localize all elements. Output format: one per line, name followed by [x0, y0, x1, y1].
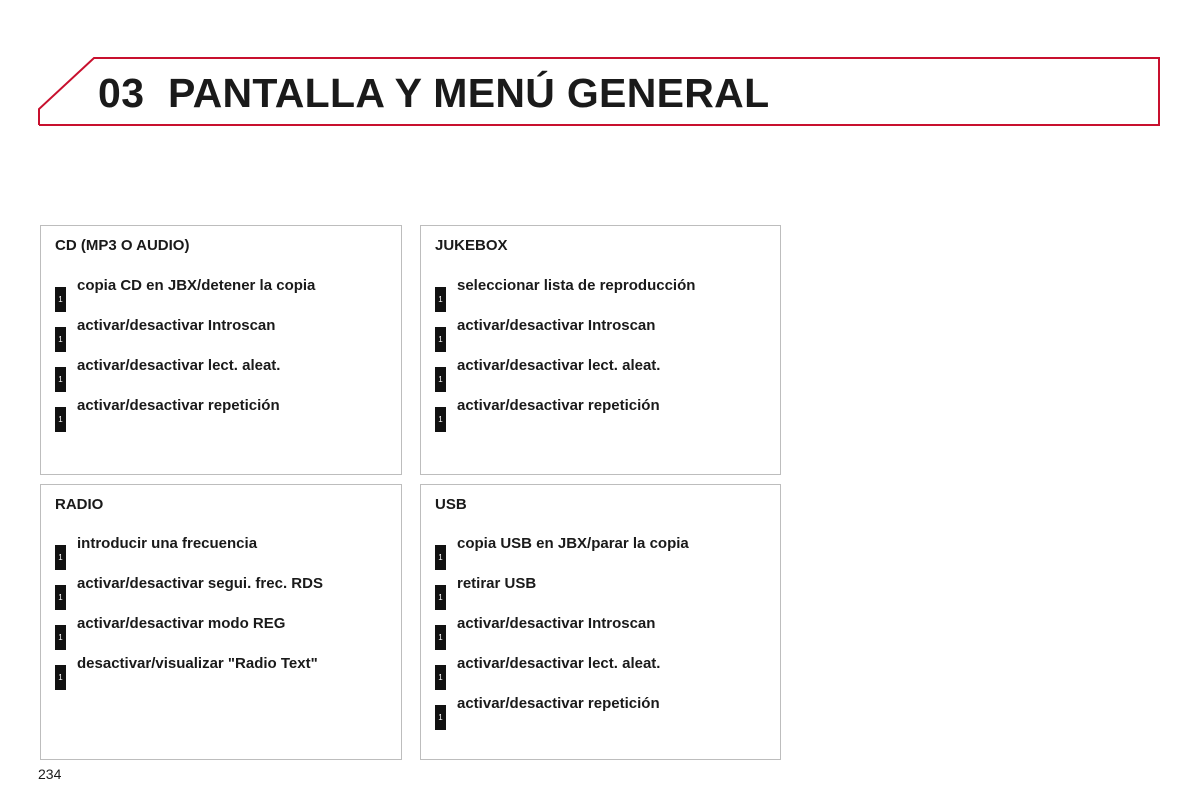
panel-title: JUKEBOX [435, 237, 508, 254]
chapter-number: 03 [98, 70, 145, 116]
step-badge: 1 [435, 287, 446, 312]
step-badge: 1 [55, 367, 66, 392]
step-badge: 1 [55, 327, 66, 352]
panel-cd [40, 225, 402, 475]
step-badge: 1 [435, 407, 446, 432]
step-badge: 1 [55, 585, 66, 610]
panel-jukebox [420, 225, 781, 475]
step-badge: 1 [55, 665, 66, 690]
step-badge: 1 [55, 545, 66, 570]
panel-title: RADIO [55, 496, 104, 513]
step-badge: 1 [55, 407, 66, 432]
step-badge: 1 [435, 327, 446, 352]
menu-item-label: activar/desactivar Introscan [77, 317, 276, 334]
page-title: PANTALLA Y MENÚ GENERAL [168, 70, 770, 116]
panel-title: CD (MP3 O AUDIO) [55, 237, 190, 254]
menu-item-label: copia CD en JBX/detener la copia [77, 277, 316, 294]
menu-item-label: desactivar/visualizar "Radio Text" [77, 655, 318, 672]
step-badge: 1 [435, 625, 446, 650]
menu-item-label: activar/desactivar Introscan [457, 615, 656, 632]
step-badge: 1 [435, 545, 446, 570]
panel-usb [420, 484, 781, 760]
menu-item-label: activar/desactivar lect. aleat. [457, 357, 661, 374]
menu-item-label: activar/desactivar lect. aleat. [77, 357, 281, 374]
chapter-header [38, 57, 1162, 128]
menu-item-label: seleccionar lista de reproducción [457, 277, 696, 294]
step-badge: 1 [55, 287, 66, 312]
step-badge: 1 [435, 665, 446, 690]
menu-item-label: activar/desactivar repetición [77, 397, 280, 414]
menu-item-label: activar/desactivar modo REG [77, 615, 286, 632]
menu-item-label: activar/desactivar lect. aleat. [457, 655, 661, 672]
step-badge: 1 [435, 705, 446, 730]
menu-item-label: activar/desactivar segui. frec. RDS [77, 575, 323, 592]
menu-item-label: activar/desactivar repetición [457, 695, 660, 712]
page-number: 234 [38, 766, 62, 782]
panel-title: USB [435, 496, 467, 513]
menu-item-label: retirar USB [457, 575, 537, 592]
step-badge: 1 [435, 585, 446, 610]
menu-item-label: introducir una frecuencia [77, 535, 258, 552]
menu-item-label: activar/desactivar Introscan [457, 317, 656, 334]
menu-item-label: copia USB en JBX/parar la copia [457, 535, 689, 552]
step-badge: 1 [55, 625, 66, 650]
panel-radio [40, 484, 402, 760]
menu-item-label: activar/desactivar repetición [457, 397, 660, 414]
step-badge: 1 [435, 367, 446, 392]
